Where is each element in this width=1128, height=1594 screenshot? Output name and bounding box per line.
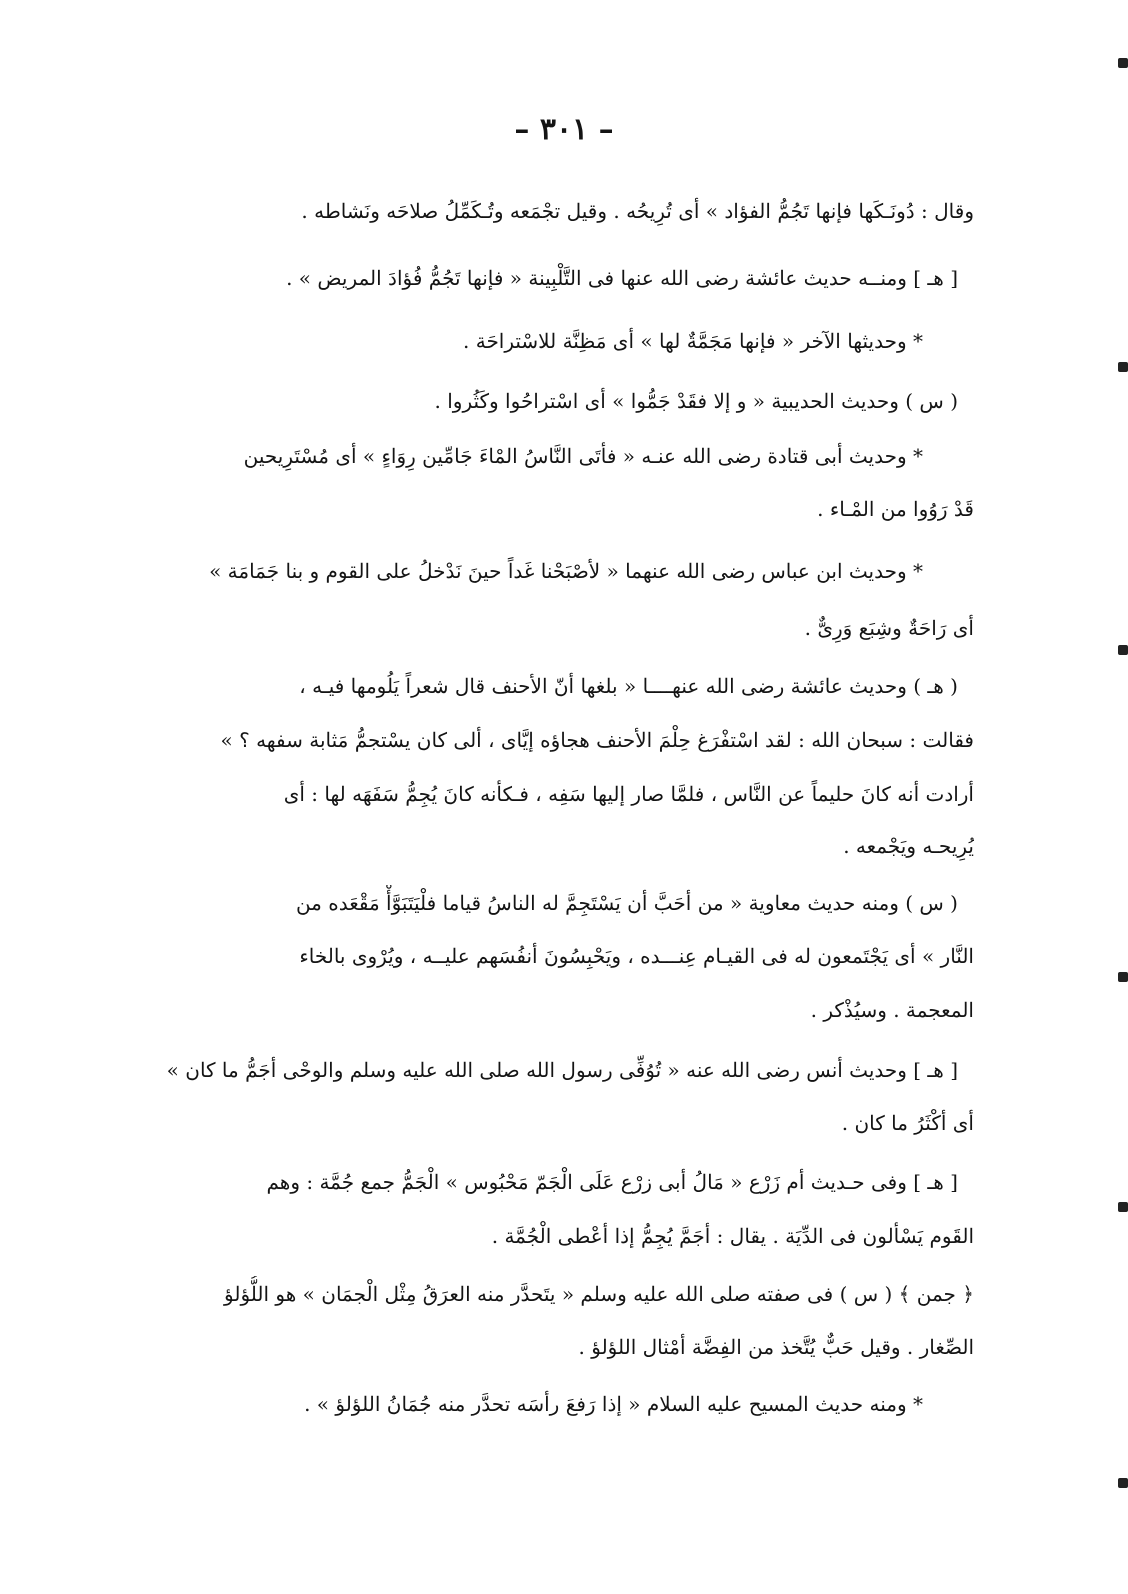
text-line-5: * وحديث أبى قتادة رضى الله عنـه « فأتَى النَّاسُ المْاءَ جَامِّين رِوَاءٍ » أى مُسْتَرِيحين bbox=[243, 444, 923, 468]
text-line-10: فقالت : سبحان الله : لقد اسْتفْرَغ حِلْمَ الأحنف هجاؤه إيَّاى ، ألى كان يسْتجمُّ مَثابة سفهه ؟ » bbox=[220, 728, 974, 752]
text-line-17: أى أكْثَرُ ما كان . bbox=[841, 1111, 974, 1135]
scan-edge-mark bbox=[1118, 58, 1128, 68]
text-line-4: ( س ) وحديث الحديبية « و إلا فقَدْ جَمُّوا » أى اسْتراحُوا وكَثُروا . bbox=[434, 389, 958, 413]
text-line-7: * وحديث ابن عباس رضى الله عنهما « لأصْبَحْنا غَداً حينَ نَدْخلُ على القوم و بنا جَمَامَة » bbox=[209, 559, 923, 583]
text-line-2: [ هـ ] ومنــه حديث عائشة رضى الله عنها فى التَّلْبِينة « فإنها تَجُمُّ فُؤادَ المريض » . bbox=[286, 266, 958, 290]
text-line-16: [ هـ ] وحديث أنس رضى الله عنه « تُوُفِّى رسول الله صلى الله عليه وسلم والوحْى أجَمُّ ما كان » bbox=[166, 1058, 958, 1082]
text-line-22: * ومنه حديث المسيح عليه السلام « إذا رَفعَ رأسَه تحدَّر منه جُمَانُ اللؤلؤ » . bbox=[304, 1392, 923, 1416]
text-line-1: وقال : دُونَـكَها فإنها تَجُمُّ الفؤاد » أى تُرِيحُه . وقيل تجْمَعه وتُـكَمِّلُ صلاحَه ونَشاطه . bbox=[301, 199, 974, 223]
scan-edge-mark bbox=[1118, 972, 1128, 982]
text-line-11: أرادت أنه كانَ حليماً عن النَّاس ، فلمَّا صار إليها سَفِه ، فـكأنه كانَ يُجِمُّ سَفَهَه لها : أى bbox=[283, 782, 974, 806]
scan-edge-mark bbox=[1118, 1202, 1128, 1212]
text-line-9: ( هـ ) وحديث عائشة رضى الله عنهــــا « بلغها أنّ الأحنف قال شعراً يَلُومها فيـه ، bbox=[299, 674, 958, 698]
text-line-6: قَدْ رَوُوا من المْـاء . bbox=[817, 497, 974, 521]
scan-edge-mark bbox=[1118, 362, 1128, 372]
text-line-19: القَوم يَسْألون فى الدِّيَة . يقال : أجَمَّ يُجِمُّ إذا أعْطى الْجُمَّة . bbox=[491, 1224, 974, 1248]
text-line-13: ( س ) ومنه حديث معاوية « من أحَبَّ أن يَسْتَجِمَّ له الناسُ قياما فلْيَتَبَوَّأْ مَقْعَده من bbox=[295, 891, 958, 915]
text-line-14: النَّار » أى يَجْتَمعون له فى القيـام عِنـــده ، ويَحْبِسُونَ أنفُسَهم عليــه ، ويُرْوى بالخاء bbox=[299, 944, 974, 968]
text-line-8: أى رَاحَةٌ وشِبَع وَرِىٌّ . bbox=[804, 616, 974, 640]
text-line-12: يُرِيحـه ويَجْمعه . bbox=[843, 834, 974, 858]
page-number: – ٣٠١ – bbox=[514, 112, 614, 147]
text-line-20: ﴿ جمن ﴾ ( س ) فى صفته صلى الله عليه وسلم « يتَحدَّر منه العرَقُ مِثْل الْجمَان » هو اللُّؤلؤ bbox=[224, 1282, 974, 1306]
text-line-15: المعجمة . وسيُذْكر . bbox=[810, 998, 974, 1022]
text-line-3: * وحديثها الآخر « فإنها مَجَمَّةٌ لها » أى مَظِنَّة للاسْتراحَة . bbox=[463, 329, 923, 353]
text-line-21: الصِّغار . وقيل حَبٌّ يُتَّخذ من الفِضَّة أمْثال اللؤلؤ . bbox=[578, 1335, 974, 1359]
scan-edge-mark bbox=[1118, 1478, 1128, 1488]
scan-edge-mark bbox=[1118, 645, 1128, 655]
text-line-18: [ هـ ] وفى حـديث أم زَرْع « مَالُ أبى زرْع عَلَى الْجَمّ مَحْبُوس » الْجَمُّ جمع جُمَّة : وهم bbox=[266, 1170, 958, 1194]
